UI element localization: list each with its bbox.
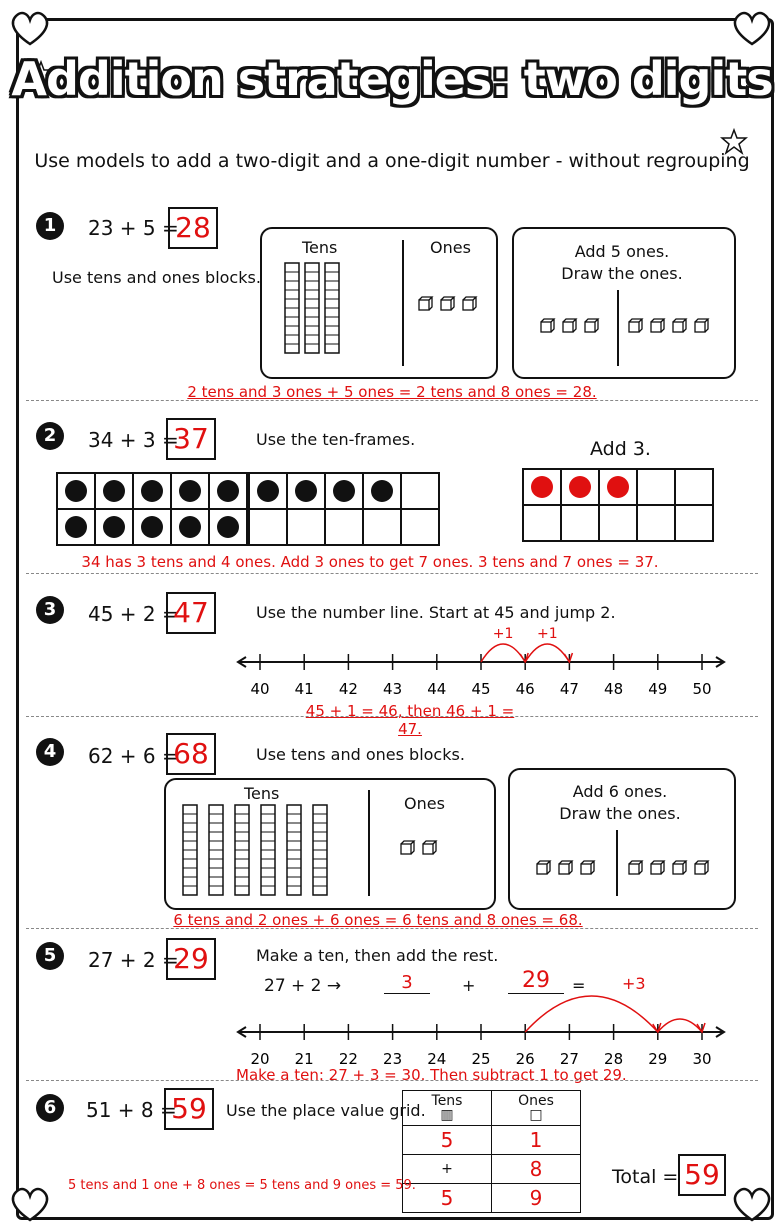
- grid-cell: 1: [492, 1126, 581, 1155]
- counter-dot: [531, 476, 553, 498]
- ten-rod: [286, 804, 302, 896]
- divider: [368, 790, 370, 896]
- cube-icon: [422, 840, 438, 856]
- tens-label: Tens: [302, 238, 338, 257]
- frame-cell: [209, 473, 247, 509]
- counter-dot: [65, 480, 87, 502]
- ten-rod: [182, 804, 198, 896]
- tick-label: 26: [515, 1050, 535, 1068]
- counter-dot: [217, 516, 239, 538]
- section-divider: [26, 1080, 758, 1081]
- number-line: [236, 620, 726, 700]
- tick-label: 22: [338, 1050, 358, 1068]
- counter-dot: [103, 516, 125, 538]
- tick-label: 28: [604, 1050, 624, 1068]
- counter-dot: [257, 480, 279, 502]
- question-number: 4: [36, 738, 64, 766]
- cube-icon: [562, 318, 578, 334]
- counter-dot: [141, 480, 163, 502]
- counter-dot: [569, 476, 591, 498]
- ten-frame: [522, 468, 714, 542]
- tick-label: 50: [692, 680, 712, 698]
- section-divider: [26, 400, 758, 401]
- cube-icon: [540, 318, 556, 334]
- jump-arc: [658, 1019, 702, 1032]
- instruction: Make a ten, then add the rest.: [256, 946, 499, 965]
- equation: 62 + 6 =: [88, 744, 179, 768]
- grid-cell: +: [403, 1155, 492, 1184]
- jump-label: +1: [492, 626, 514, 642]
- add-label: Add 3.: [590, 438, 651, 460]
- ones-label: Ones: [404, 794, 445, 813]
- counter-dot: [179, 516, 201, 538]
- frame-cell: [401, 473, 439, 509]
- frame-cell: [561, 505, 599, 541]
- blank-1: 3: [384, 972, 430, 994]
- ten-rod: [208, 804, 224, 896]
- heart-icon: [730, 1184, 774, 1224]
- ones-cubes: [418, 296, 484, 316]
- equation: 51 + 8 =: [86, 1098, 177, 1122]
- solution-note: 5 tens and 1 one + 8 ones = 5 tens and 9 ones = 59.: [68, 1178, 416, 1193]
- grid-cell: 9: [492, 1184, 581, 1213]
- counter-dot: [607, 476, 629, 498]
- equation: 45 + 2 =: [88, 602, 179, 626]
- question-number: 3: [36, 596, 64, 624]
- cube-icon: [628, 860, 644, 876]
- grid-cell: 5: [403, 1184, 492, 1213]
- tick-label: 29: [648, 1050, 668, 1068]
- total-label: Total =: [612, 1166, 679, 1188]
- ten-frame: [248, 472, 440, 546]
- question-number: 5: [36, 942, 64, 970]
- ones-header: Ones: [518, 1093, 554, 1109]
- cube-icon: [536, 860, 552, 876]
- instruction: Use the number line. Start at 45 and jump 2.: [256, 603, 616, 622]
- tick-label: 20: [250, 1050, 270, 1068]
- frame-cell: [249, 509, 287, 545]
- tick-label: 44: [427, 680, 447, 698]
- frame-cell: [561, 469, 599, 505]
- frame-cell: [171, 473, 209, 509]
- answer-box: 29: [166, 938, 216, 980]
- tick-label: 42: [338, 680, 358, 698]
- tick-label: 24: [427, 1050, 447, 1068]
- ones-cubes: [400, 840, 444, 860]
- draw-instruction: Draw the ones.: [559, 804, 681, 823]
- expression: 27 + 2 →: [264, 976, 342, 996]
- cube-icon: [558, 860, 574, 876]
- tick-label: 23: [383, 1050, 403, 1068]
- frame-cell: [401, 509, 439, 545]
- tick-label: 30: [692, 1050, 712, 1068]
- instruction: Use tens and ones blocks.: [256, 745, 465, 764]
- ten-rod: [284, 262, 300, 354]
- jump-arc: [525, 644, 569, 662]
- frame-cell: [599, 505, 637, 541]
- cube-icon: [418, 296, 434, 312]
- cube-icon: [694, 860, 710, 876]
- frame-cell: [325, 509, 363, 545]
- existing-cubes: [536, 860, 602, 880]
- heart-icon: [8, 8, 52, 48]
- instruction: Use the ten-frames.: [256, 430, 416, 449]
- counter-dot: [141, 516, 163, 538]
- page-subtitle: Use models to add a two-digit and a one-digit number - without regrouping: [34, 150, 750, 172]
- question-number: 2: [36, 422, 64, 450]
- tick-label: 25: [471, 1050, 491, 1068]
- frame-cell: [523, 469, 561, 505]
- equation: 34 + 3 =: [88, 428, 179, 452]
- tens-header: Tens: [431, 1093, 463, 1109]
- ten-rod: [234, 804, 250, 896]
- frame-cell: [171, 509, 209, 545]
- frame-cell: [57, 509, 95, 545]
- frame-cell: [599, 469, 637, 505]
- tens-label: Tens: [244, 784, 280, 803]
- tick-label: 48: [604, 680, 624, 698]
- add-instruction: Add 5 ones.: [574, 242, 670, 261]
- cube-icon: [650, 860, 666, 876]
- page-title: Addition strategies: two digits: [11, 52, 773, 106]
- tick-label: 45: [471, 680, 491, 698]
- ten-frame: [56, 472, 248, 546]
- cube-icon: [650, 318, 666, 334]
- frame-cell: [249, 473, 287, 509]
- cube-icon: [400, 840, 416, 856]
- solution-note: 6 tens and 2 ones + 6 ones = 6 tens and 8 ones = 68.: [173, 911, 583, 929]
- frame-cell: [637, 505, 675, 541]
- jump-label: +1: [536, 626, 558, 642]
- answer-box: 59: [164, 1088, 214, 1130]
- answer-box: 68: [166, 733, 216, 775]
- tick-label: 27: [559, 1050, 579, 1068]
- tick-label: 47: [559, 680, 579, 698]
- frame-cell: [287, 509, 325, 545]
- frame-cell: [523, 505, 561, 541]
- place-value-grid: [402, 1090, 581, 1213]
- heart-icon: [8, 1184, 52, 1224]
- existing-cubes: [540, 318, 606, 338]
- grid-cell: 8: [492, 1155, 581, 1184]
- ten-rod: [312, 804, 328, 896]
- number-line: [236, 990, 726, 1070]
- tick-label: 40: [250, 680, 270, 698]
- draw-instruction: Draw the ones.: [561, 264, 683, 283]
- divider: [402, 240, 404, 366]
- counter-dot: [65, 516, 87, 538]
- cube-icon: [580, 860, 596, 876]
- counter-dot: [333, 480, 355, 502]
- solution-note: 45 + 1 = 46, then 46 + 1 = 47.: [305, 702, 515, 738]
- add-instruction: Add 6 ones.: [572, 782, 668, 801]
- frame-cell: [363, 473, 401, 509]
- equation: 23 + 5 =: [88, 216, 179, 240]
- frame-cell: [95, 473, 133, 509]
- question-number: 1: [36, 212, 64, 240]
- tens-rods: [182, 804, 338, 900]
- question-number: 6: [36, 1094, 64, 1122]
- jump-arc: [525, 996, 658, 1032]
- counter-dot: [179, 480, 201, 502]
- frame-cell: [675, 469, 713, 505]
- frame-cell: [95, 509, 133, 545]
- frame-cell: [57, 473, 95, 509]
- heart-icon: [730, 8, 774, 48]
- answer-box: 37: [166, 418, 216, 460]
- cube-icon: [694, 318, 710, 334]
- section-divider: [26, 716, 758, 717]
- cube-icon: [584, 318, 600, 334]
- counter-dot: [217, 480, 239, 502]
- tens-rods: [284, 262, 344, 358]
- frame-cell: [675, 505, 713, 541]
- ones-label: Ones: [430, 238, 471, 257]
- cube-icon: [628, 318, 644, 334]
- equation: 27 + 2 =: [88, 948, 179, 972]
- total-box: 59: [678, 1154, 726, 1196]
- cube-icon: [462, 296, 478, 312]
- cube-icon: □: [529, 1107, 543, 1123]
- grid-cell: 5: [403, 1126, 492, 1155]
- instruction: Use tens and ones blocks.: [52, 268, 261, 287]
- tick-label: 49: [648, 680, 668, 698]
- section-divider: [26, 928, 758, 929]
- counter-dot: [371, 480, 393, 502]
- jump-arc: [481, 644, 525, 662]
- equals-sign: =: [572, 976, 586, 995]
- cube-icon: [672, 318, 688, 334]
- answer-box: 28: [168, 207, 218, 249]
- counter-dot: [295, 480, 317, 502]
- frame-cell: [209, 509, 247, 545]
- jump-label: +3: [622, 974, 646, 993]
- added-cubes: [628, 318, 716, 338]
- ten-rod: [260, 804, 276, 896]
- added-cubes: [628, 860, 716, 880]
- frame-cell: [325, 473, 363, 509]
- tick-label: 46: [515, 680, 535, 698]
- instruction: Use the place value grid.: [226, 1101, 426, 1120]
- tick-label: 41: [294, 680, 314, 698]
- rod-icon: ▥: [440, 1107, 454, 1123]
- cube-icon: [440, 296, 456, 312]
- cube-icon: [672, 860, 688, 876]
- divider: [617, 290, 619, 366]
- solution-note: Make a ten: 27 + 3 = 30. Then subtract 1 to get 29.: [236, 1066, 627, 1084]
- divider: [616, 830, 618, 896]
- frame-cell: [133, 509, 171, 545]
- tick-label: 21: [294, 1050, 314, 1068]
- frame-cell: [287, 473, 325, 509]
- plus-sign: +: [462, 976, 476, 995]
- frame-cell: [637, 469, 675, 505]
- tick-label: 43: [383, 680, 403, 698]
- ten-rod: [304, 262, 320, 354]
- blank-2: 29: [508, 968, 564, 994]
- answer-box: 47: [166, 592, 216, 634]
- counter-dot: [103, 480, 125, 502]
- ten-rod: [324, 262, 340, 354]
- section-divider: [26, 573, 758, 574]
- frame-cell: [133, 473, 171, 509]
- frame-cell: [363, 509, 401, 545]
- solution-note: 2 tens and 3 ones + 5 ones = 2 tens and 8 ones = 28.: [187, 383, 597, 401]
- solution-note: 34 has 3 tens and 4 ones. Add 3 ones to get 7 ones. 3 tens and 7 ones = 37.: [81, 553, 659, 571]
